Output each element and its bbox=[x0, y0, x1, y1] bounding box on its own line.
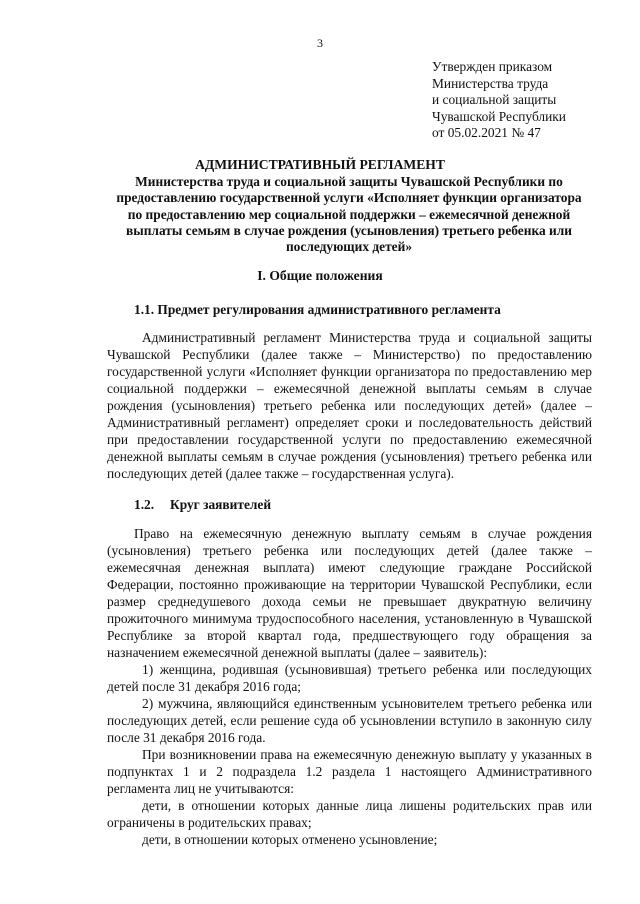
text-line: последующих детей (далее также – государственная услуга). bbox=[107, 466, 455, 481]
text-line: государственной услуги «Исполняет функции организатора по предоставлению мер bbox=[107, 364, 592, 379]
text-line: назначением ежемесячной денежной выплаты (далее – заявитель): bbox=[107, 645, 488, 660]
subtitle-line: последующих детей» bbox=[285, 239, 413, 255]
text-line: Федерации, постоянно проживающие на территории Чувашской Республики, если bbox=[107, 577, 592, 592]
text-line: детей после 31 декабря 2016 года; bbox=[107, 679, 302, 694]
text-line: Административный регламент) определяет сроки и последовательность действий bbox=[107, 415, 592, 430]
text-line: регламента лиц не учитываются: bbox=[107, 781, 294, 796]
paragraph-subject bbox=[107, 329, 592, 482]
approval-line: Утвержден приказом bbox=[432, 59, 553, 74]
list-item-4: дети, в отношении которых отменено усыновление; bbox=[142, 832, 438, 847]
subsection-number-1-2: 1.2. bbox=[134, 497, 155, 512]
approval-line: Чувашской Республики bbox=[432, 108, 566, 124]
list-item-3: дети, в отношении которых данные лица лишены родительских прав или bbox=[142, 798, 592, 813]
approval-line: и социальной защиты bbox=[432, 92, 557, 107]
text-line: Административный регламент Министерства труда и социальной защиты bbox=[142, 330, 592, 345]
text-line: прожиточного минимума трудоспособного населения, установленную в Чувашской bbox=[107, 611, 592, 626]
subsection-heading-1-2: Круг заявителей bbox=[170, 497, 272, 512]
approval-stamp bbox=[432, 59, 566, 142]
text-line: социальной поддержки – ежемесячной денежной выплаты семьям в случае bbox=[107, 381, 592, 396]
text-line: Право на ежемесячную денежную выплату семьям в случае рождения bbox=[134, 526, 592, 541]
text-line: Чувашской Республики (далее также – Министерство) по предоставлению bbox=[107, 347, 592, 362]
document-title: АДМИНИСТРАТИВНЫЙ РЕГЛАМЕНТ bbox=[195, 157, 445, 172]
subtitle-line: Министерства труда и социальной защиты Чувашской Республики по bbox=[135, 174, 563, 189]
subtitle-line: выплаты семьям в случае рождения (усыновления) третьего ребенка или bbox=[126, 222, 572, 238]
subtitle-line: предоставлению государственной услуги «Исполняет функции организатора bbox=[116, 190, 582, 206]
document-subtitle bbox=[106, 174, 592, 255]
section-heading: I. Общие положения bbox=[257, 268, 383, 283]
text-line: подпунктах 1 и 2 подраздела 1.2 раздела 1 настоящего Административного bbox=[107, 764, 592, 779]
text-line: денежной выплаты семьям в случае рождения (усыновления) третьего ребенка или bbox=[107, 449, 592, 464]
subtitle-line: по предоставлению мер социальной поддержки – ежемесячной денежной bbox=[127, 206, 571, 222]
text-line: ежемесячная денежная выплата) имеют следующие граждане Российской bbox=[107, 560, 592, 575]
text-line: последующих детей, если решение суда об усыновлении вступило в законную силу bbox=[107, 713, 592, 728]
list-item-1: 1) женщина, родившая (усыновившая) третьего ребенка или последующих bbox=[142, 662, 592, 677]
text-line: ограничены в родительских правах; bbox=[107, 815, 312, 830]
text-line: Республике за второй квартал года, предшествующего году обращения за bbox=[107, 628, 592, 643]
paragraph-applicants bbox=[107, 525, 592, 848]
text-line: (усыновления) третьего ребенка или последующих детей (далее также – bbox=[107, 543, 592, 558]
page-number: 3 bbox=[317, 36, 323, 50]
text-line: рождения (усыновления) третьего ребенка или последующих детей» (далее – bbox=[107, 398, 592, 413]
text-line: При возникновении права на ежемесячную денежную выплату у указанных в bbox=[142, 747, 592, 762]
text-line: размер среднедушевого дохода семьи не превышает двукратную величину bbox=[107, 594, 592, 609]
approval-line: от 05.02.2021 № 47 bbox=[432, 125, 541, 140]
subsection-heading-1-1: 1.1. Предмет регулирования административного регламента bbox=[134, 302, 501, 317]
approval-line: Министерства труда bbox=[432, 75, 549, 91]
text-line: при предоставлении государственной услуги по предоставлению ежемесячной bbox=[107, 432, 592, 447]
list-item-2: 2) мужчина, являющийся единственным усыновителем третьего ребенка или bbox=[142, 696, 592, 711]
text-line: после 31 декабря 2016 года. bbox=[107, 730, 266, 745]
